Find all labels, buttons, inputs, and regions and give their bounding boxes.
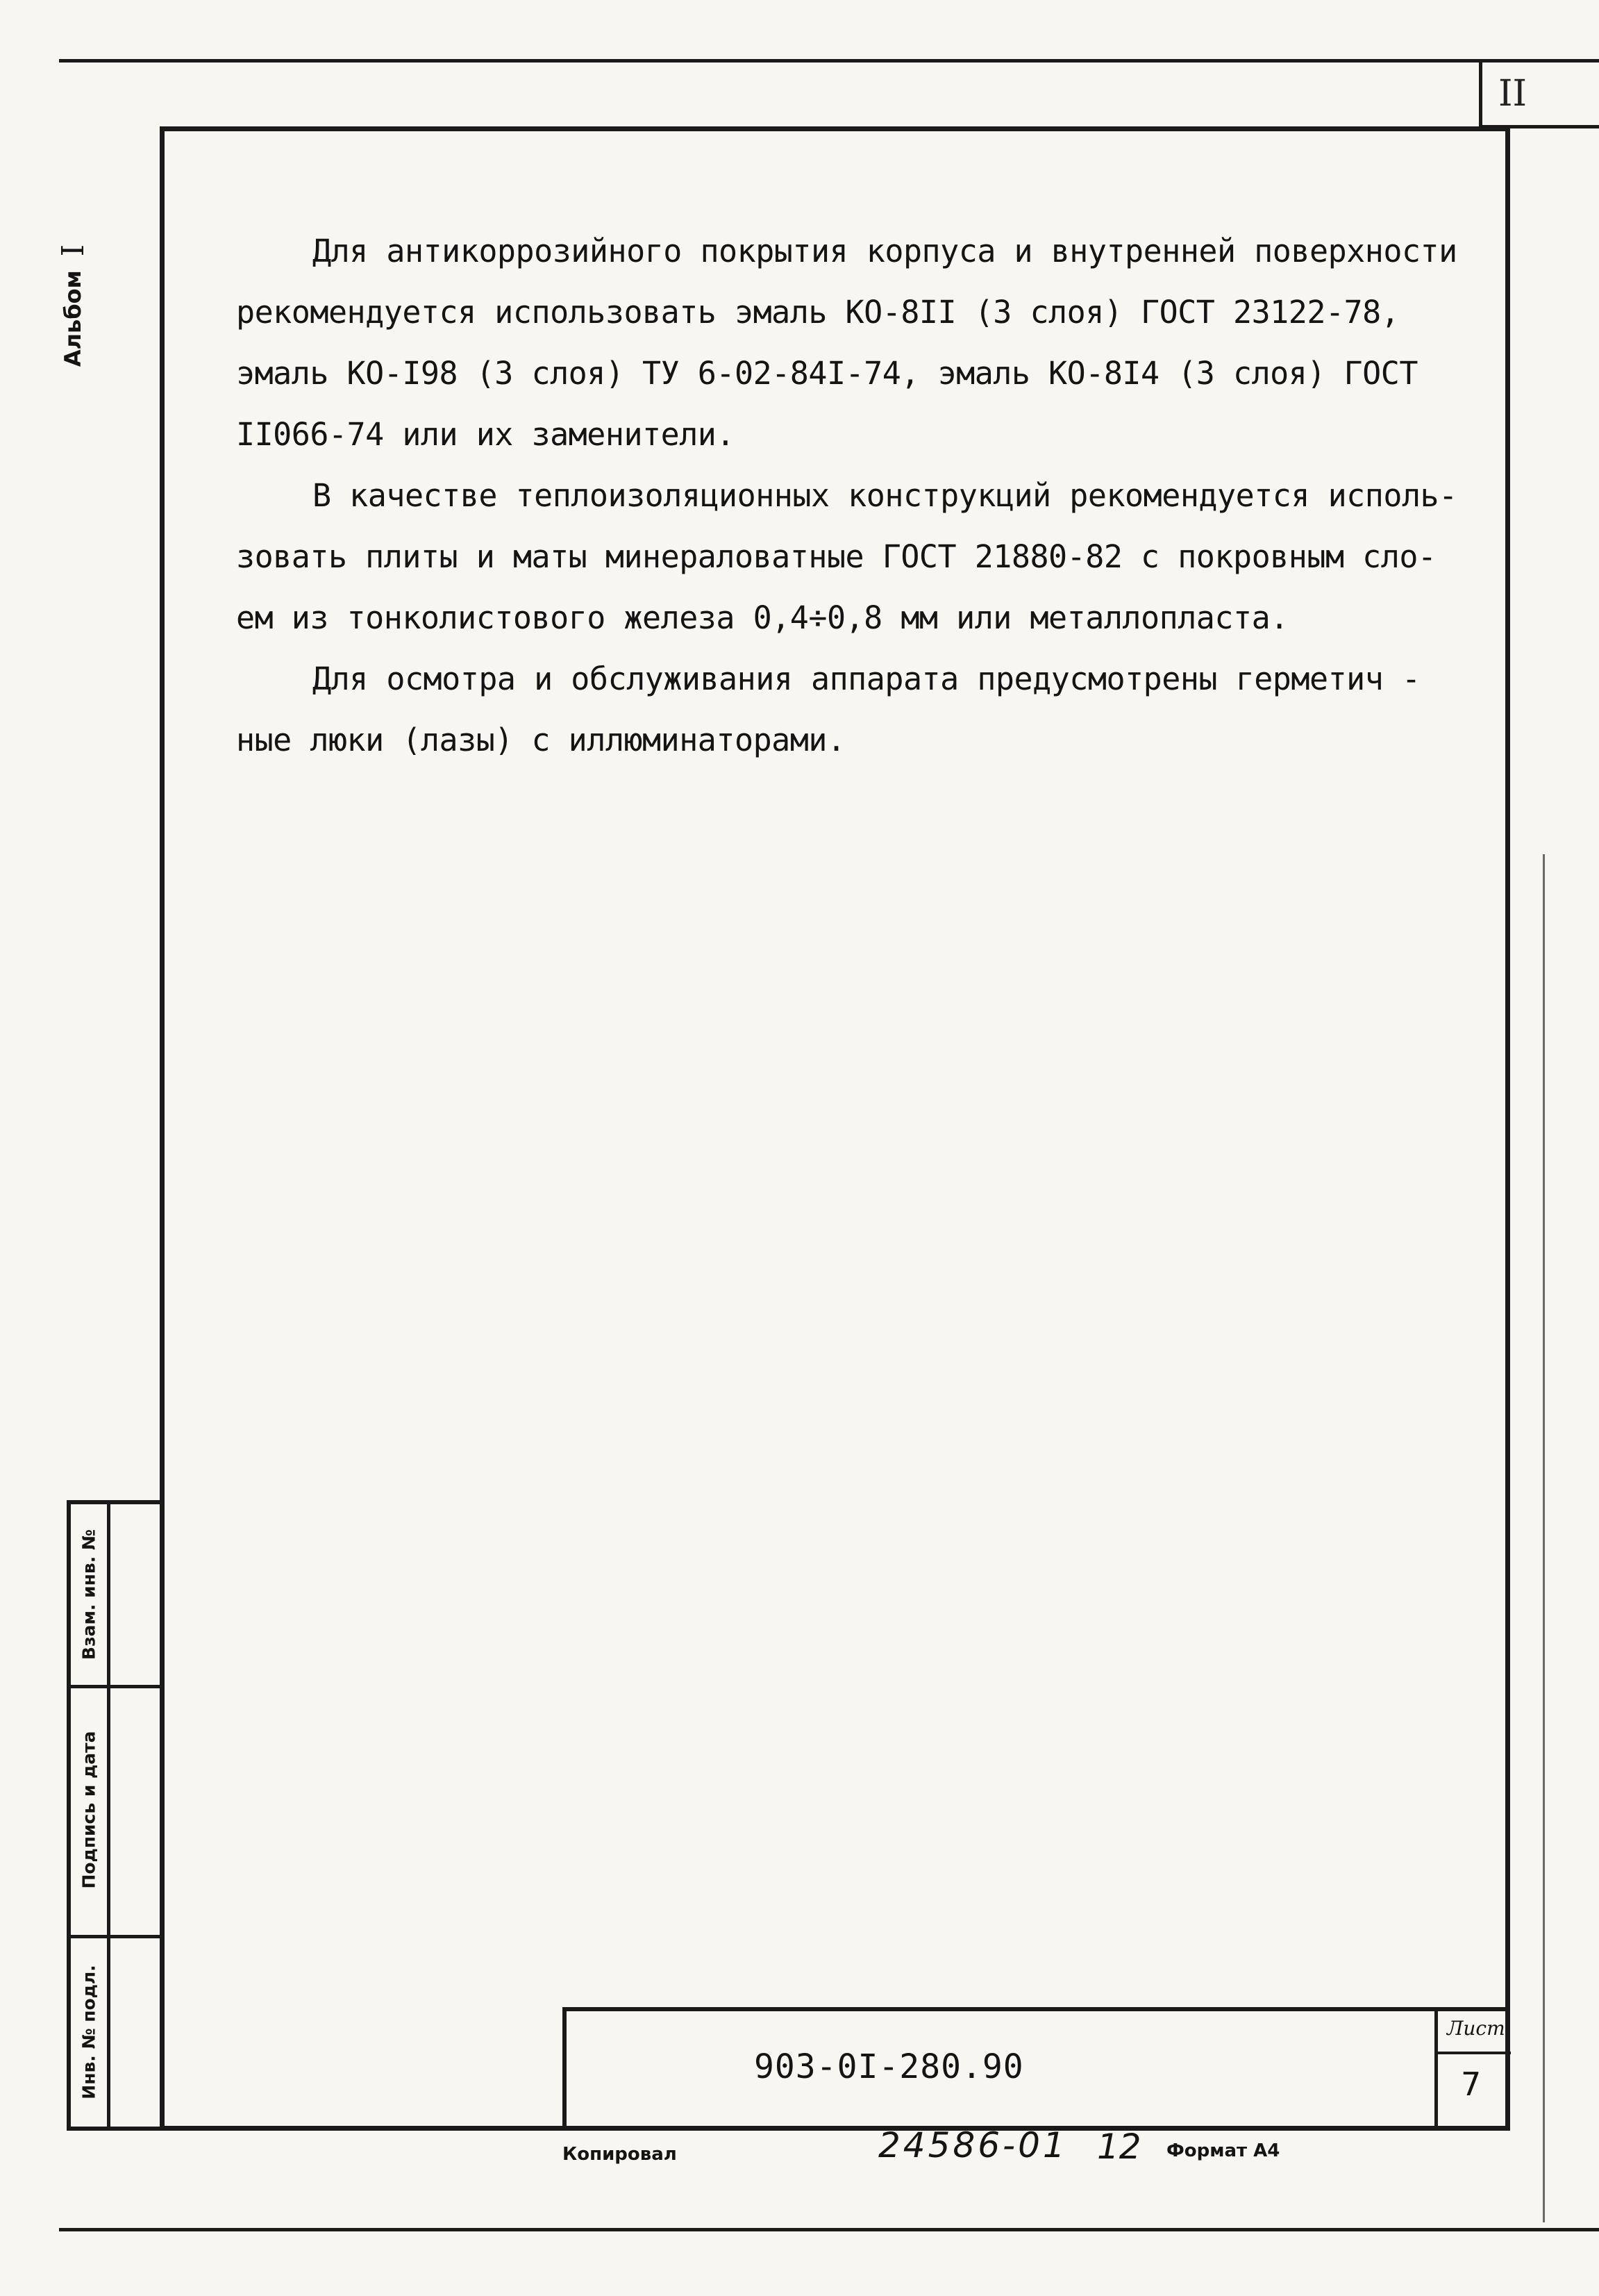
text-line: Для антикоррозийного покрытия корпуса и внутренней поверхности (312, 233, 1457, 269)
side-table (67, 1500, 164, 2131)
text-line: зовать плиты и маты минераловатные ГОСТ 21880-82 с покровным сло- (236, 538, 1437, 575)
title-block (562, 2007, 1510, 2131)
side-table-row-divider (71, 1935, 160, 1938)
album-label-text: Альбом (60, 270, 86, 367)
sheet-cell-divider (1434, 2052, 1511, 2054)
album-label (49, 208, 97, 403)
sheet-corner-number: II (1498, 73, 1527, 115)
side-table-column-divider (107, 1504, 110, 2127)
text-line: ные люки (лазы) с иллюминаторами. (236, 722, 846, 758)
format-label: Формат А4 (1166, 2140, 1280, 2161)
text-line: В качестве теплоизоляционных конструкций рекомендуется исполь- (312, 477, 1457, 514)
sheet-number: 7 (1461, 2065, 1482, 2103)
text-line: II066-74 или их заменители. (236, 416, 735, 453)
right-edge-mark (1543, 854, 1545, 2222)
text-line: ем из тонколистового железа 0,4÷0,8 мм или металлопласта. (236, 599, 1289, 636)
text-line: эмаль КО-I98 (3 слоя) ТУ 6-02-84I-74, эмаль КО-8I4 (3 слоя) ГОСТ (236, 355, 1418, 392)
body-text (236, 221, 1486, 771)
paragraph (236, 649, 1486, 771)
side-label-original-inv: Инв. № подл. (78, 1965, 99, 2099)
text-line: Для осмотра и обслуживания аппарата предусмотрены герметич - (312, 660, 1421, 697)
title-block-divider (1434, 2011, 1438, 2127)
archive-number: 24586-01 (878, 2125, 1068, 2165)
top-rule (59, 59, 1599, 63)
side-label-signature-date: Подпись и дата (78, 1731, 99, 1889)
paragraph (236, 465, 1486, 649)
side-label-replacement-inv: Взам. инв. № (78, 1529, 99, 1660)
bottom-rule (59, 2228, 1599, 2231)
corner-box (1479, 59, 1599, 128)
copied-label: Копировал (562, 2144, 677, 2165)
sheet-label: Лист (1447, 2017, 1505, 2040)
text-line: рекомендуется использовать эмаль КО-8II (3 слоя) ГОСТ 23122-78, (236, 294, 1400, 331)
album-number: I (55, 244, 91, 257)
archive-sheet: 12 (1097, 2127, 1141, 2167)
document-code: 903-0I-280.90 (754, 2047, 1024, 2086)
paragraph (236, 221, 1486, 465)
side-table-row-divider (71, 1685, 160, 1688)
